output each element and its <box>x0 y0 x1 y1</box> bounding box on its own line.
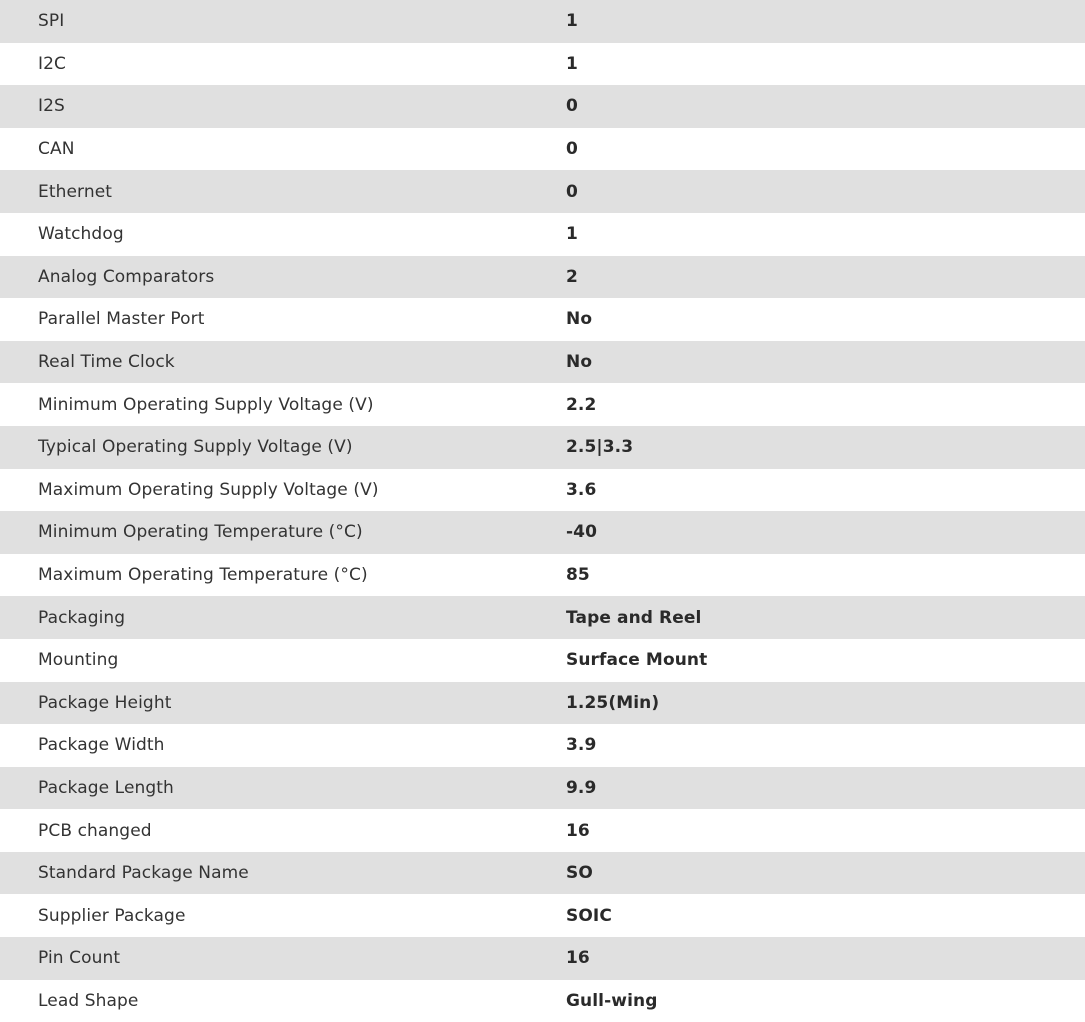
spec-row-real-time-clock <box>0 341 1085 384</box>
spec-row-parallel-master-port <box>0 298 1085 341</box>
spec-row-max-temperature <box>0 554 1085 597</box>
spec-label: Lead Shape <box>0 980 528 1022</box>
spec-value: 1 <box>528 213 1085 256</box>
spec-row-ethernet <box>0 170 1085 213</box>
spec-label: Packaging <box>0 596 528 639</box>
spec-label: SPI <box>0 0 528 43</box>
spec-value: 0 <box>528 85 1085 128</box>
spec-value: 2 <box>528 256 1085 299</box>
spec-label: Package Height <box>0 682 528 725</box>
spec-row-mounting <box>0 639 1085 682</box>
spec-value: 3.6 <box>528 469 1085 512</box>
spec-row-i2s <box>0 85 1085 128</box>
spec-row-standard-package-name <box>0 852 1085 895</box>
spec-value: 2.2 <box>528 383 1085 426</box>
spec-label: Package Width <box>0 724 528 767</box>
spec-value: No <box>528 298 1085 341</box>
spec-value: Tape and Reel <box>528 596 1085 639</box>
spec-value: 85 <box>528 554 1085 597</box>
spec-row-package-width <box>0 724 1085 767</box>
spec-label: Parallel Master Port <box>0 298 528 341</box>
spec-value: 3.9 <box>528 724 1085 767</box>
spec-row-package-length <box>0 767 1085 810</box>
spec-row-packaging <box>0 596 1085 639</box>
spec-label: Minimum Operating Temperature (°C) <box>0 511 528 554</box>
spec-value: -40 <box>528 511 1085 554</box>
spec-label: CAN <box>0 128 528 171</box>
spec-label: Real Time Clock <box>0 341 528 384</box>
spec-row-can <box>0 128 1085 171</box>
spec-label: Pin Count <box>0 937 528 980</box>
spec-value: No <box>528 341 1085 384</box>
spec-label: Ethernet <box>0 170 528 213</box>
spec-label: Maximum Operating Temperature (°C) <box>0 554 528 597</box>
spec-row-analog-comparators <box>0 256 1085 299</box>
spec-row-lead-shape <box>0 980 1085 1022</box>
spec-row-pin-count <box>0 937 1085 980</box>
spec-row-typical-supply-voltage <box>0 426 1085 469</box>
spec-value: 2.5|3.3 <box>528 426 1085 469</box>
spec-label: Package Length <box>0 767 528 810</box>
spec-label: Maximum Operating Supply Voltage (V) <box>0 469 528 512</box>
spec-label: I2C <box>0 43 528 86</box>
spec-row-max-supply-voltage <box>0 469 1085 512</box>
spec-row-package-height <box>0 682 1085 725</box>
spec-value: 1 <box>528 0 1085 43</box>
spec-value: 1.25(Min) <box>528 682 1085 725</box>
spec-value: 16 <box>528 809 1085 852</box>
spec-label: Analog Comparators <box>0 256 528 299</box>
spec-value: 9.9 <box>528 767 1085 810</box>
spec-value: SO <box>528 852 1085 895</box>
spec-value: Gull-wing <box>528 980 1085 1022</box>
spec-value: Surface Mount <box>528 639 1085 682</box>
spec-label: Standard Package Name <box>0 852 528 895</box>
spec-row-supplier-package <box>0 894 1085 937</box>
spec-value: 16 <box>528 937 1085 980</box>
spec-value: 1 <box>528 43 1085 86</box>
spec-label: Supplier Package <box>0 894 528 937</box>
spec-label: Typical Operating Supply Voltage (V) <box>0 426 528 469</box>
spec-value: 0 <box>528 128 1085 171</box>
spec-value: 0 <box>528 170 1085 213</box>
spec-row-spi <box>0 0 1085 43</box>
spec-value: SOIC <box>528 894 1085 937</box>
spec-row-watchdog <box>0 213 1085 256</box>
spec-label: Minimum Operating Supply Voltage (V) <box>0 383 528 426</box>
spec-label: Watchdog <box>0 213 528 256</box>
spec-row-pcb-changed <box>0 809 1085 852</box>
spec-row-min-temperature <box>0 511 1085 554</box>
spec-row-min-supply-voltage <box>0 383 1085 426</box>
spec-row-i2c <box>0 43 1085 86</box>
spec-label: PCB changed <box>0 809 528 852</box>
spec-label: Mounting <box>0 639 528 682</box>
spec-label: I2S <box>0 85 528 128</box>
